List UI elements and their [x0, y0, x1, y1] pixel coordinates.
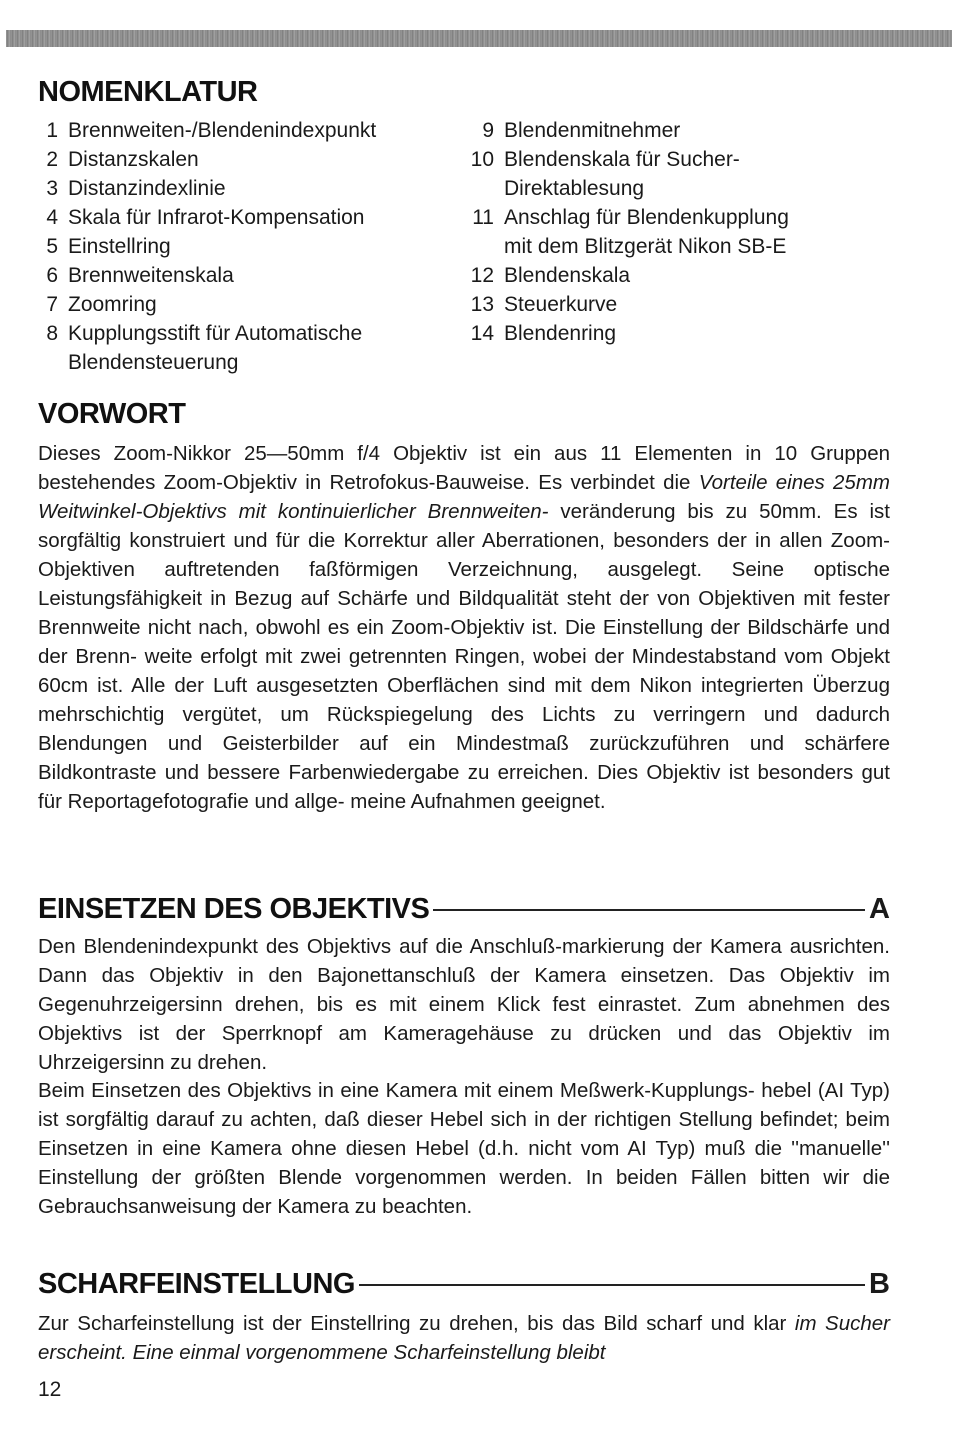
nomenklatur-item [28, 145, 448, 174]
nomenklatur-item [468, 261, 888, 290]
nomenklatur-item [28, 203, 448, 232]
item-label: Blendensteuerung [68, 351, 239, 374]
item-number: 2 [46, 148, 58, 171]
item-label: Kupplungsstift für Automatische [68, 322, 363, 345]
vorwort-text: Dieses Zoom-Nikkor 25—50mm f/4 Objektiv ist ein aus 11 Elementen in 10 Gruppen bestehendes Zoom-Objektiv in Retrofokus-Bauweise. Es verbindet die Vorteile eines 25mm Weitwinkel-Objektivs mit kontinuierlicher Brennweiten- veränderung bis zu 50mm. Es ist sorgfältig konstruiert und für die Korrektur aller Aberrationen, besonders der in allen Zoom-Objektiven auftretenden faßförmigen Verzeichnung, ausgelegt. Seine optische Leistungsfähigkeit in Bezug auf Schärfe und Bildqualität steht der von Objektiven mit fester Brennweite nicht nach, obwohl es ein Zoom-Objektiv ist. Die Einstellung der Bildschärfe und der Brenn- weite erfolgt mit zwei getrennten Ringen, wobei der Mindestabstand vom Objekt 60cm ist. Alle der Luft ausgesetzten Oberflächen sind mit dem Nikon integrierten Überzug mehrschichtig vergütet, um Rückspiegelung des Lichts zu verringern und dadurch Blendungen und Geisterbilder auf ein Mindestmaß zurückzuführen und schärfere Bildkontraste und bessere Farbenwiedergabe zu erreichen. Dies Objektiv ist besonders gut für Reportagefotografie und allge- meine Aufnahmen geeignet. [38, 442, 890, 813]
nomenklatur-item [28, 174, 448, 203]
item-number: 4 [46, 206, 58, 229]
top-scan-bar [6, 30, 952, 47]
scharf-text: Zur Scharfeinstellung ist der Einstellring zu drehen, bis das Bild scharf und klar im Sucher erscheint. Eine einmal vorgenommene Scharfeinstellung bleibt [38, 1312, 890, 1364]
item-label: Anschlag für Blendenkupplung [504, 206, 789, 229]
heading-vorwort: VORWORT [38, 398, 186, 430]
nomenklatur-item [28, 290, 448, 319]
item-number: 14 [470, 322, 494, 345]
item-label: Blendenring [504, 322, 617, 345]
nomenklatur-item [28, 261, 448, 290]
nomenklatur-list-right [468, 116, 888, 348]
item-label: Skala für Infrarot-Kompensation [68, 206, 365, 229]
einsetzen-paragraph-1: Den Blendenindexpunkt des Objektivs auf die Anschluß-markierung der Kamera ausrichten. Dann das Objektiv in den Bajonettanschluß der Kamera einsetzen. Das Objektiv im Gegenuhrzeigersinn drehen, bis es mit einem Klick fest einrastet. Zum abnehmen des Objektivs ist der Sperrknopf am Kameragehäuse zu drücken und das Objektiv im Uhrzeigersinn zu drehen. [38, 935, 890, 1074]
nomenklatur-item [468, 174, 888, 203]
item-number: 5 [46, 235, 58, 258]
section-letter-b: B [869, 1268, 890, 1300]
item-number [468, 174, 504, 203]
section-letter-a: A [869, 893, 890, 925]
item-label: Steuerkurve [504, 293, 618, 316]
item-label: Blendenmitnehmer [504, 119, 681, 142]
item-number: 7 [46, 293, 58, 316]
item-number [468, 232, 504, 261]
page-number: 12 [38, 1378, 62, 1401]
heading-rule [359, 1284, 865, 1286]
item-label: Blendenskala [504, 264, 631, 287]
item-label: Brennweiten-/Blendenindexpunkt [68, 119, 377, 142]
item-number [28, 348, 68, 377]
heading-nomenklatur: NOMENKLATUR [38, 76, 258, 108]
nomenklatur-item [28, 116, 448, 145]
item-number: 10 [470, 148, 494, 171]
einsetzen-paragraph-2: Beim Einsetzen des Objektivs in eine Kamera mit einem Meßwerk-Kupplungs- hebel (AI Typ) ist sorgfältig darauf zu achten, daß dieser Hebel sich in der richtigen Stellung befindet; beim Einsetzen in eine Kamera ohne diesen Hebel (d.h. nicht vom AI Typ) muß die ''manuelle'' Einstellung der größten Blende vorgenommen werden. In beiden Fällen bitten wir die Gebrauchsanweisung der Kamera zu beachten. [38, 1079, 890, 1218]
item-label: Brennweitenskala [68, 264, 234, 287]
heading-einsetzen-row [38, 893, 890, 926]
nomenklatur-item [28, 232, 448, 261]
item-label: Zoomring [68, 293, 157, 316]
heading-rule [433, 909, 865, 911]
item-number: 6 [46, 264, 58, 287]
nomenklatur-item [468, 232, 888, 261]
item-label: Einstellring [68, 235, 171, 258]
nomenklatur-item [28, 319, 448, 348]
heading-scharf-row [38, 1268, 890, 1301]
item-number: 11 [472, 206, 494, 229]
item-label: mit dem Blitzgerät Nikon SB-E [504, 235, 787, 258]
item-number: 3 [46, 177, 58, 200]
nomenklatur-item [28, 348, 448, 377]
heading-scharfeinstellung: SCHARFEINSTELLUNG [38, 1268, 355, 1300]
nomenklatur-item [468, 290, 888, 319]
item-number: 12 [470, 264, 494, 287]
item-number: 9 [482, 119, 494, 142]
item-label: Blendenskala für Sucher- [504, 148, 740, 171]
nomenklatur-item [468, 203, 888, 232]
item-number: 1 [46, 119, 58, 142]
heading-einsetzen: EINSETZEN DES OBJEKTIVS [38, 893, 430, 925]
nomenklatur-item [468, 145, 888, 174]
item-number: 8 [46, 322, 58, 345]
item-number: 13 [470, 293, 494, 316]
nomenklatur-list-left [28, 116, 448, 377]
nomenklatur-item [468, 116, 888, 145]
item-label: Distanzskalen [68, 148, 199, 171]
item-label: Direktablesung [504, 177, 645, 200]
nomenklatur-item [468, 319, 888, 348]
item-label: Distanzindexlinie [68, 177, 226, 200]
